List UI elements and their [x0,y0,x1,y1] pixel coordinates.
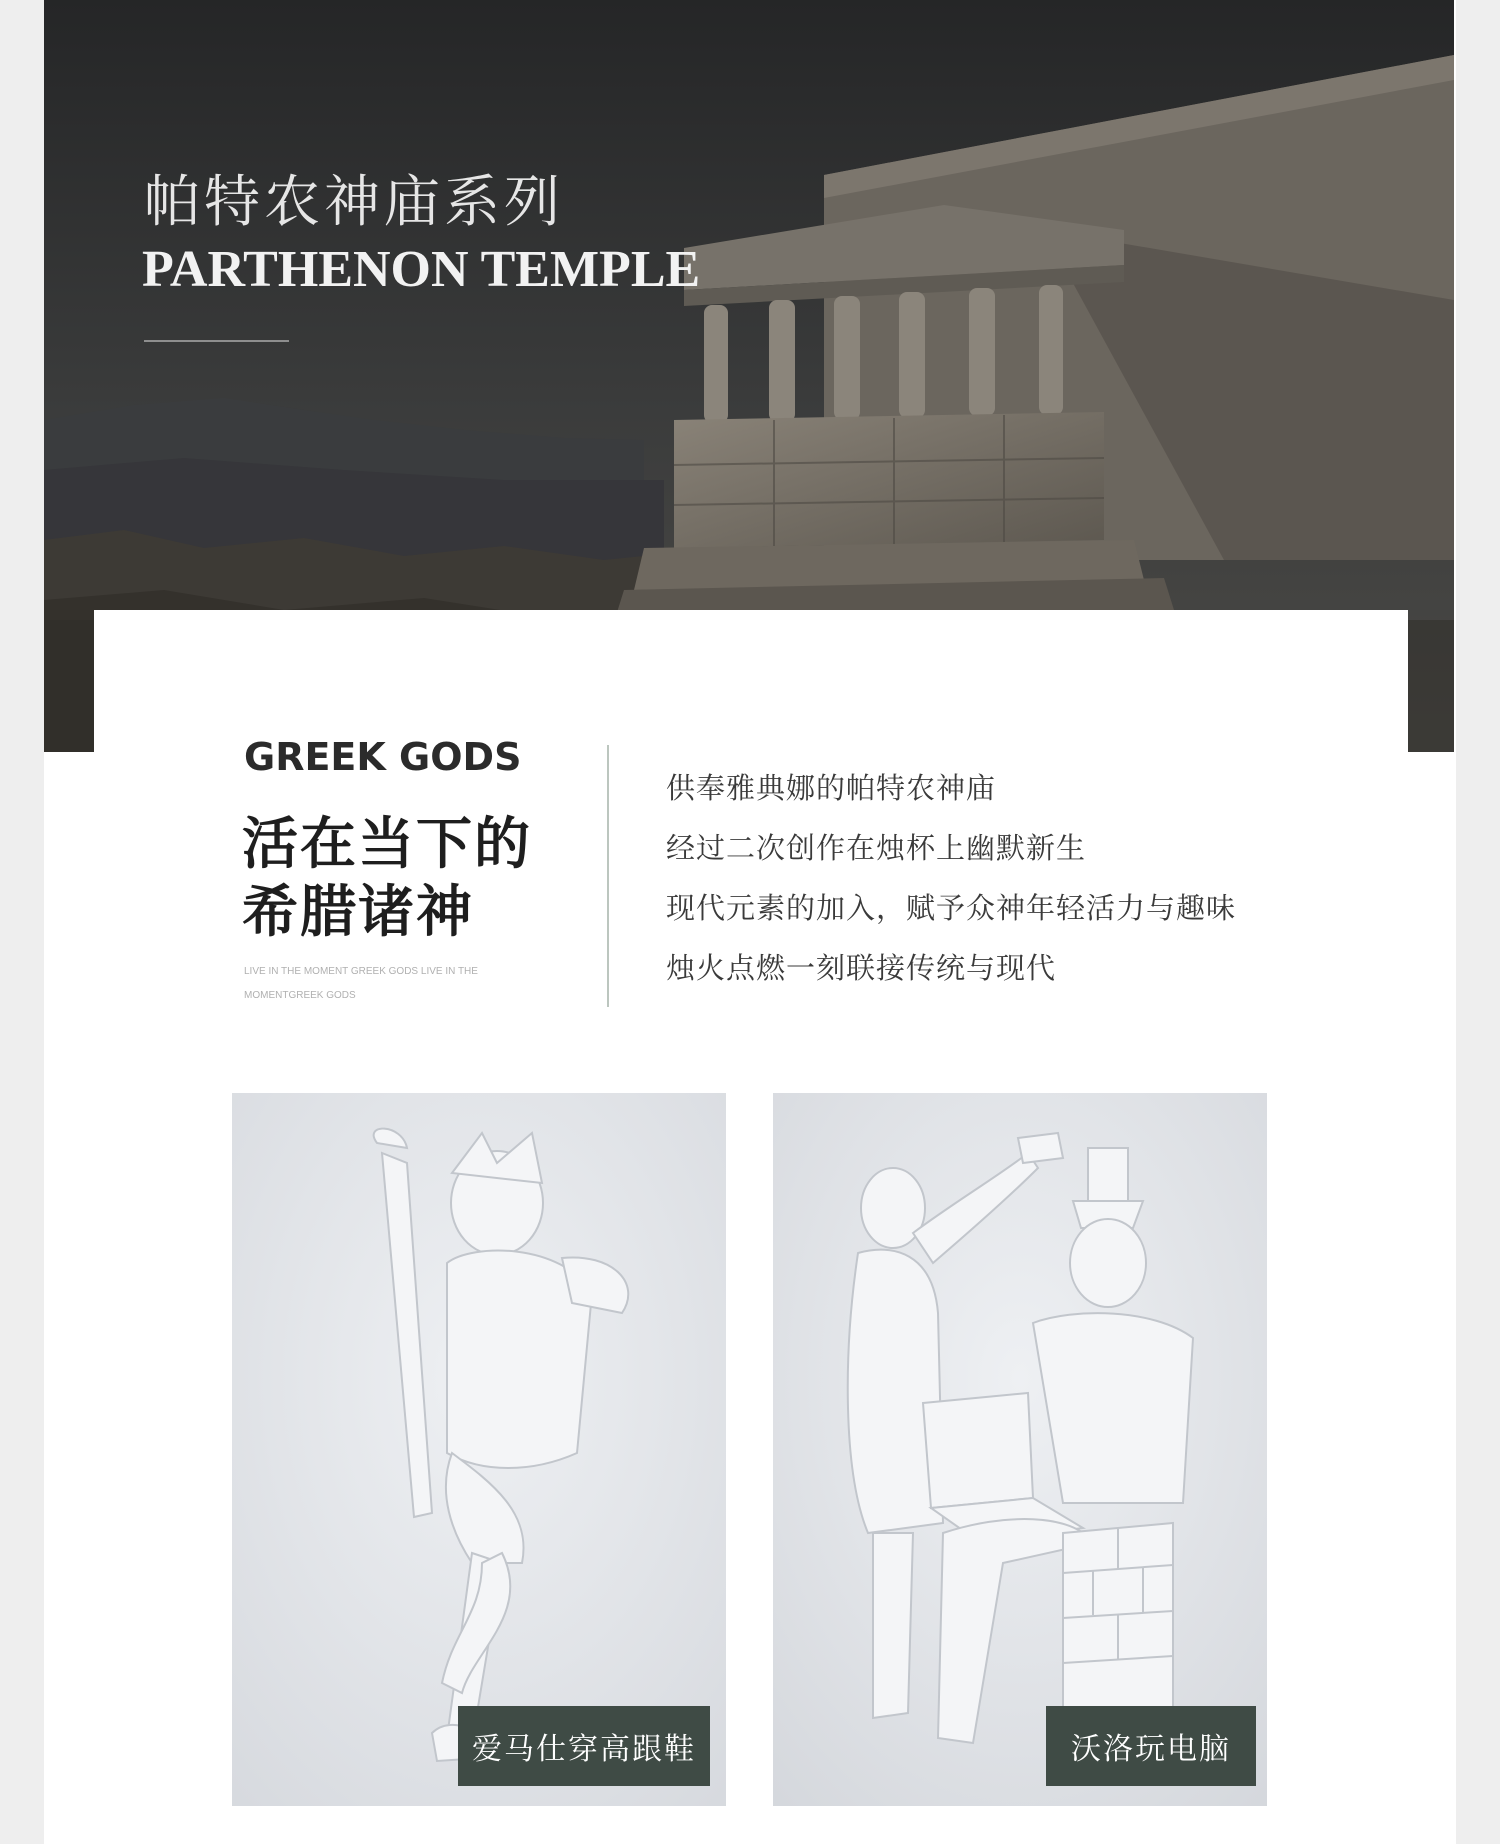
vertical-divider [607,745,609,1007]
hermes-relief-photo [232,1093,726,1806]
section-heading-cn-line1: 活在当下的 [242,812,532,877]
content-card [94,610,1408,1844]
caption-apollo: 沃洛玩电脑 [1046,1706,1256,1786]
apollo-relief-photo [773,1093,1267,1806]
description-line: 现代元素的加入，赋予众神年轻活力与趣味 [666,891,1237,925]
hero-title-cn: 帕特农神庙系列 [144,170,564,235]
page-margin-right [1456,0,1500,1844]
hero-title-en: PARTHENON TEMPLE [142,241,701,298]
caption-hermes: 爱马仕穿高跟鞋 [458,1706,710,1786]
page-margin-left [0,0,44,1844]
apollo-figure-image [773,1093,1267,1806]
section-tagline-small: LIVE IN THE MOMENT GREEK GODS LIVE IN THE MOMENTGREEK GODS [244,966,478,1001]
description-block [666,758,1236,998]
description-line: 经过二次创作在烛杯上幽默新生 [666,831,1087,865]
description-line: 供奉雅典娜的帕特农神庙 [666,771,997,805]
section-heading-en: GREEK GODS [244,735,522,779]
hero-underline [144,340,289,342]
hermes-figure-image [232,1093,726,1806]
section-heading-cn-line2: 希腊诸神 [242,880,474,945]
description-line: 烛火点燃一刻联接传统与现代 [666,951,1057,985]
